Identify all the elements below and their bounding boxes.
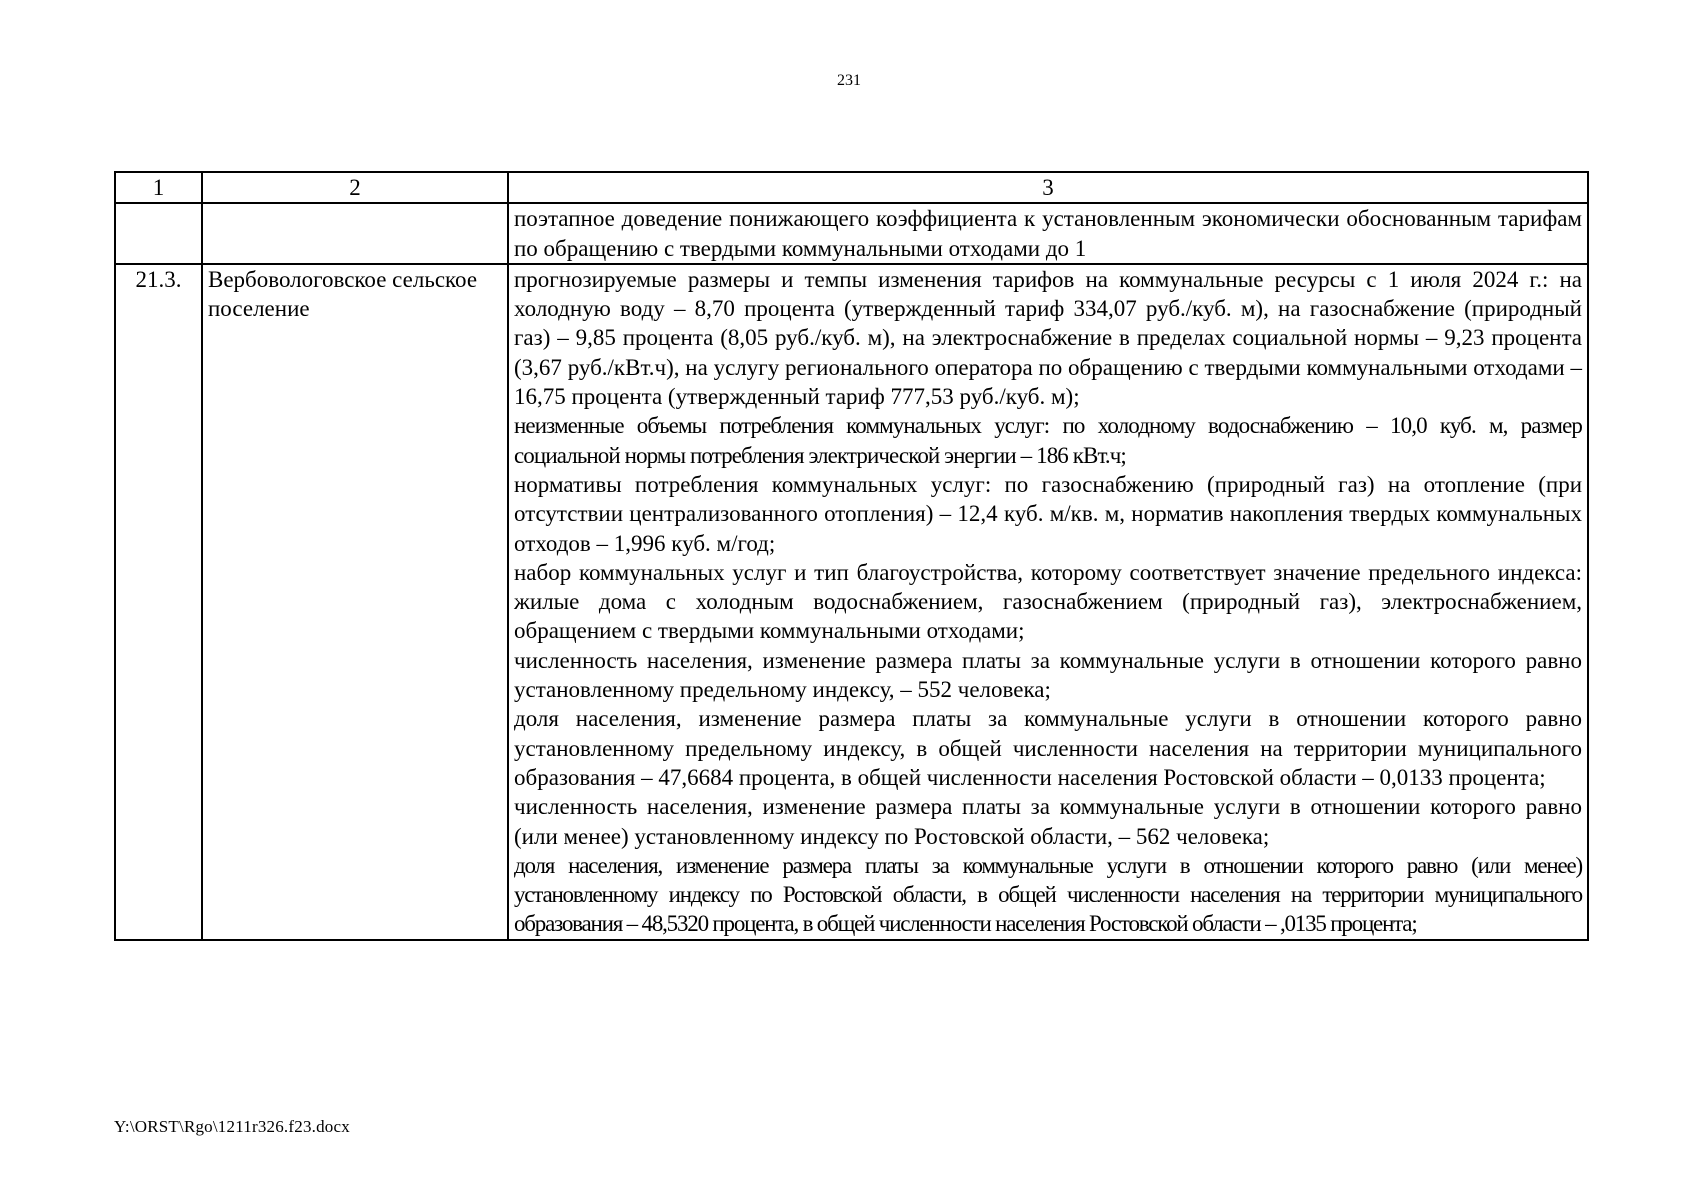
continuation-cell-1 bbox=[115, 203, 202, 264]
continuation-text: поэтапное доведение понижающего коэффициента к установленным экономически обоснованным тарифам по обращению с твердыми коммунальными отходами до 1 bbox=[508, 203, 1588, 264]
paragraph-norms: нормативы потребления коммунальных услуг: по газоснабжению (природный газ) на отопление (при отсутствии централизованного отопления) – 12,4 куб. м/кв. м, норматив накопления твердых коммунальных отходов – 1,996 куб. м/год; bbox=[514, 471, 1582, 556]
settlement-name: Вербовологовское сельское поселение bbox=[202, 264, 508, 940]
header-cell-1: 1 bbox=[115, 172, 202, 203]
paragraph-tariffs: прогнозируемые размеры и темпы изменения тарифов на коммунальные ресурсы с 1 июля 2024 г.: на холодную воду – 8,70 процента (утвержденный тариф 334,07 руб./куб. м), на газоснабжение (природный газ) – 9,85 процента (8,05 руб./куб. м), на электроснабжение в пределах социальной нормы – 9,23 процента (3,67 руб./кВт.ч), на услугу регионального оператора по обращению с твердыми коммунальными отходами – 16,75 процента (утвержденный тариф 777,53 руб./куб. м); bbox=[514, 266, 1582, 410]
page-number: 231 bbox=[837, 72, 861, 89]
continuation-cell-2 bbox=[202, 203, 508, 264]
data-table bbox=[114, 171, 1589, 941]
table-row bbox=[115, 264, 1588, 940]
continuation-row bbox=[115, 203, 1588, 264]
paragraph-share-less: доля населения, изменение размера платы за коммунальные услуги в отношении которого равно (или менее) установленному индексу по Ростовской области, в общей численности населения на территории муниципального образования – 48,5320 процента, в общей численности населения Ростовской области – ,0135 процента; bbox=[514, 852, 1582, 937]
paragraph-population-less: численность населения, изменение размера платы за коммунальные услуги в отношении которого равно (или менее) установленному индексу по Ростовской области, – 562 человека; bbox=[514, 794, 1582, 849]
paragraph-services-set: набор коммунальных услуг и тип благоустройства, которому соответствует значение предельного индекса: жилые дома с холодным водоснабжением, газоснабжением (природный газ), электроснабжением, обращением с твердыми коммунальными отходами; bbox=[514, 559, 1582, 644]
row-number: 21.3. bbox=[115, 264, 202, 940]
footer-file-path: Y:\ORST\Rgo\1211r326.f23.docx bbox=[114, 1117, 350, 1136]
header-cell-3: 3 bbox=[508, 172, 1588, 203]
header-cell-2: 2 bbox=[202, 172, 508, 203]
paragraph-volumes: неизменные объемы потребления коммунальных услуг: по холодному водоснабжению – 10,0 куб. м, размер социальной нормы потребления электрической энергии – 186 кВт.ч; bbox=[514, 413, 1582, 468]
header-row bbox=[115, 172, 1588, 203]
paragraph-population-equal: численность населения, изменение размера платы за коммунальные услуги в отношении которого равно установленному предельному индексу, – 552 человека; bbox=[514, 647, 1582, 703]
paragraph-share-equal: доля населения, изменение размера платы за коммунальные услуги в отношении которого равно установленному предельному индексу, в общей численности населения на территории муниципального образования – 47,6684 процента, в общей численности населения Ростовской области – 0,0133 процента; bbox=[514, 706, 1582, 790]
row-description bbox=[508, 264, 1588, 940]
